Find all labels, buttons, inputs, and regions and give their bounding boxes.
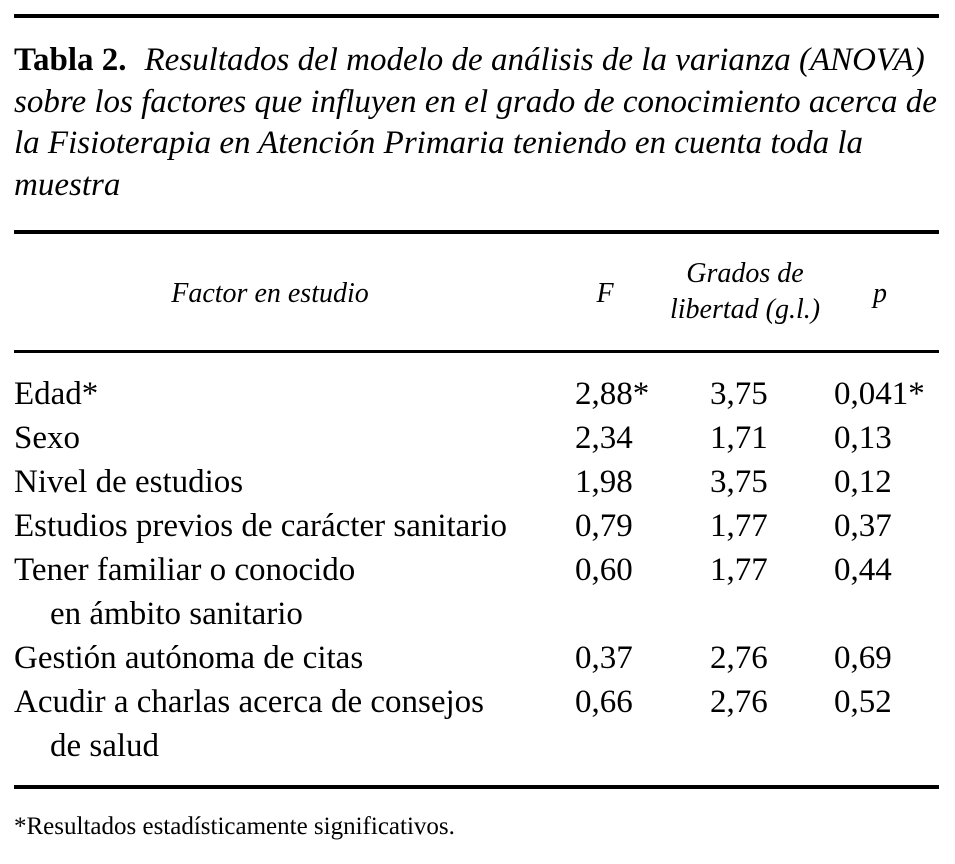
- row-p-value: 0,13: [834, 420, 892, 456]
- row-factor: [14, 372, 564, 416]
- row-f-value: 0,66: [575, 684, 633, 720]
- table-title: Resultados del modelo de análisis de la varianza (ANOVA) sobre los factores que influyen en el grado de conocimiento acerca de la Fisioterapia en Atención Primaria teniendo en cuenta toda la muestra: [14, 42, 937, 203]
- row-p-value: 0,44: [834, 552, 892, 588]
- row-factor-text: Tener familiar o conocido: [14, 552, 356, 588]
- row-factor-text: Estudios previos de carácter sanitario: [14, 508, 507, 544]
- row-gl-value: 3,75: [710, 464, 768, 500]
- row-f-value: 0,60: [575, 552, 633, 588]
- row-f-value: 2,88*: [575, 376, 650, 412]
- table-top-rule: [14, 14, 939, 18]
- table-row: [0, 680, 955, 768]
- column-header-f: F: [596, 278, 614, 309]
- table-footnote: *Resultados estadísticamente significativos.: [14, 813, 455, 840]
- row-p-value: 0,69: [834, 640, 892, 676]
- column-header-p: p: [873, 278, 887, 309]
- row-f-value: 0,79: [575, 508, 633, 544]
- row-factor: [14, 504, 564, 548]
- row-gl-value: 2,76: [710, 640, 768, 676]
- row-factor: [14, 548, 564, 636]
- row-p-value: 0,52: [834, 684, 892, 720]
- row-factor: [14, 416, 564, 460]
- row-factor: [14, 636, 564, 680]
- column-header-factor: Factor en estudio: [171, 278, 369, 309]
- row-factor-text: Edad*: [14, 376, 99, 412]
- table-row: [0, 460, 955, 504]
- row-factor-text: Sexo: [14, 420, 80, 456]
- row-gl-value: 1,71: [710, 420, 768, 456]
- table-row: [0, 548, 955, 636]
- column-header-gl-line2: libertad (g.l.): [669, 294, 821, 325]
- table-row: [0, 416, 955, 460]
- row-p-value: 0,041*: [834, 376, 925, 412]
- table-caption: [14, 40, 939, 206]
- row-factor-continuation: de salud: [50, 728, 160, 764]
- column-header-degrees-of-freedom: [655, 256, 835, 328]
- row-gl-value: 2,76: [710, 684, 768, 720]
- row-f-value: 2,34: [575, 420, 633, 456]
- table-header-top-rule: [14, 230, 939, 234]
- table-row: [0, 504, 955, 548]
- row-f-value: 0,37: [575, 640, 633, 676]
- row-factor-text: Gestión autónoma de citas: [14, 640, 364, 676]
- row-factor-text: Nivel de estudios: [14, 464, 244, 500]
- row-factor: [14, 460, 564, 504]
- table-bottom-rule: [14, 785, 939, 789]
- row-factor: [14, 680, 564, 768]
- table-header-bottom-rule: [14, 350, 939, 353]
- row-gl-value: 3,75: [710, 376, 768, 412]
- row-factor-continuation: en ámbito sanitario: [50, 596, 303, 632]
- table-row: [0, 372, 955, 416]
- table-row: [0, 636, 955, 680]
- table-body: [0, 372, 955, 768]
- row-gl-value: 1,77: [710, 508, 768, 544]
- table-label: Tabla 2.: [14, 42, 127, 78]
- row-factor-text: Acudir a charlas acerca de consejos: [14, 684, 484, 720]
- column-header-gl-line1: Grados de: [686, 258, 804, 289]
- row-f-value: 1,98: [575, 464, 633, 500]
- row-gl-value: 1,77: [710, 552, 768, 588]
- row-p-value: 0,37: [834, 508, 892, 544]
- row-p-value: 0,12: [834, 464, 892, 500]
